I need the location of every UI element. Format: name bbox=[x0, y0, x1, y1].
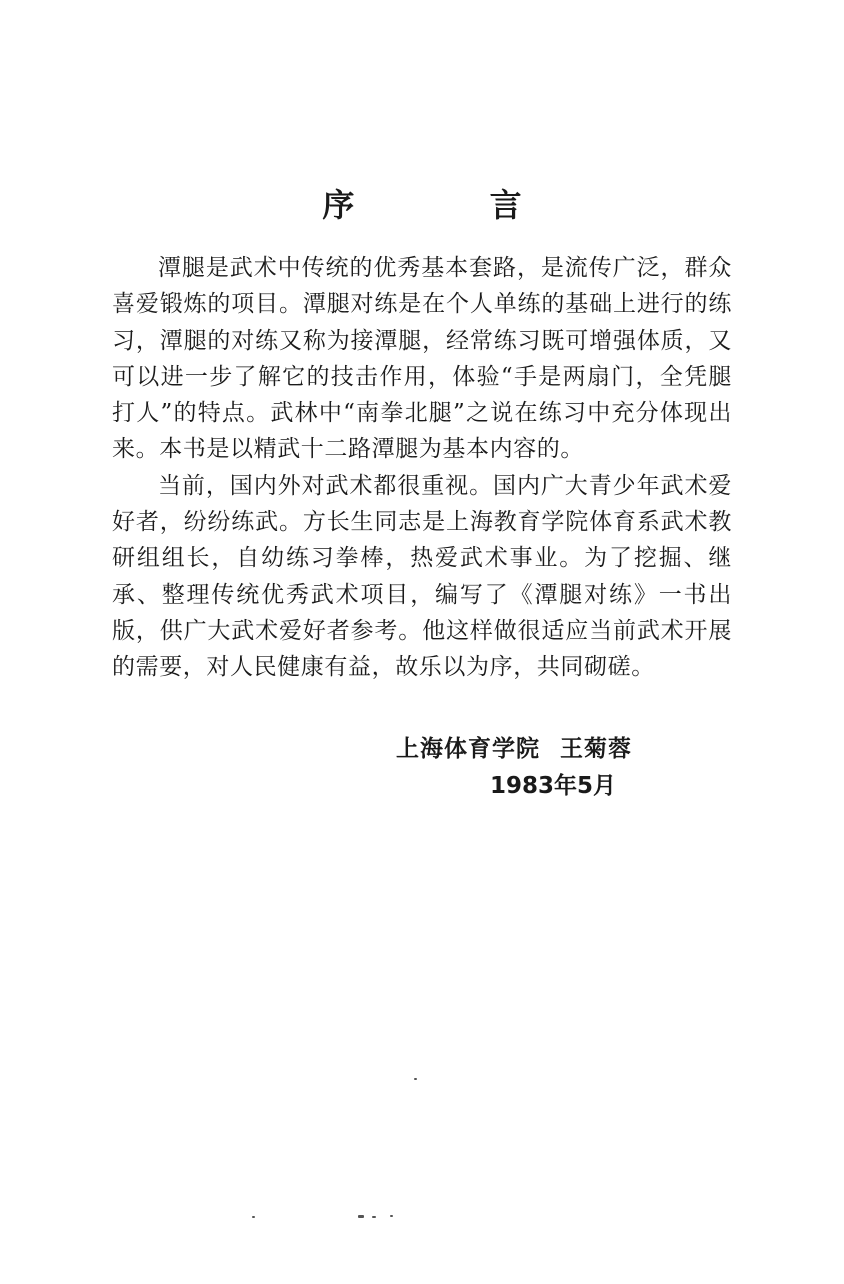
signature-organization: 上海体育学院 bbox=[396, 736, 540, 762]
page-title: 序 言 bbox=[322, 186, 584, 224]
scan-speck bbox=[252, 1216, 255, 1218]
scan-speck bbox=[414, 1078, 417, 1080]
paragraph-2: 当前，国内外对武术都很重视。国内广大青少年武术爱好者，纷纷练武。方长生同志是上海教育学院体育系武术教研组组长，自幼练习拳棒，热爱武术事业。为了挖掘、继承、整理传统优秀武术项目，编写了《潭腿对练》一书出版，供广大武术爱好者参考。他这样做很适应当前武术开展的需要，对人民健康有益，故乐以为序，共同砌磋。 bbox=[112, 472, 732, 681]
scan-speck bbox=[390, 1215, 393, 1217]
signature-line bbox=[396, 730, 632, 763]
scan-speck bbox=[358, 1215, 364, 1218]
signature-author: 王菊蓉 bbox=[560, 736, 632, 762]
signature-date: 1983年5月 bbox=[490, 773, 617, 799]
scan-speck bbox=[372, 1216, 376, 1218]
preface-body bbox=[112, 250, 732, 686]
paragraph-1: 潭腿是武术中传统的优秀基本套路，是流传广泛，群众喜爱锻炼的项目。潭腿对练是在个人单练的基础上进行的练习，潭腿的对练又称为接潭腿，经常练习既可增强体质，又可以进一步了解它的技击作用，体验“手是两扇门，全凭腿打人”的特点。武林中“南拳北腿”之说在练习中充分体现出来。本书是以精武十二路潭腿为基本内容的。 bbox=[112, 255, 732, 463]
